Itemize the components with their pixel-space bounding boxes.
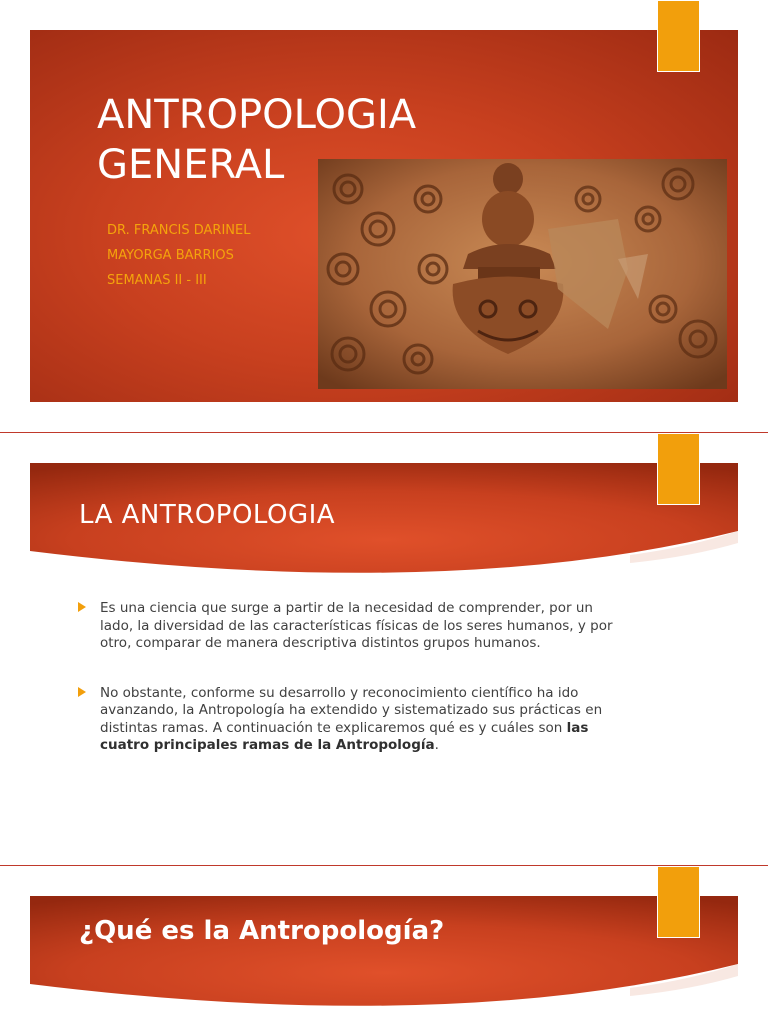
slide-divider (0, 865, 768, 866)
section-heading: LA ANTROPOLOGIA (79, 500, 336, 530)
orange-tab-decoration (657, 866, 700, 938)
temple-carving-photo (318, 159, 727, 389)
bullet-text-end: . (434, 737, 439, 753)
bullet-bold-text: las cuatro principales ramas de la Antropología (100, 719, 589, 753)
slide-subtitle (107, 218, 250, 293)
bullet-arrow-icon (78, 687, 86, 697)
bullet-text: Es una ciencia que surge a partir de la necesidad de comprender, por un lado, la diversidad de las características físicas de los seres humanos, y por otro, comparar de manera descriptiva distintos grupos humanos. (100, 600, 613, 651)
author-name-line: MAYORGA BARRIOS (107, 248, 234, 263)
author-name-line: DR. FRANCIS DARINEL (107, 223, 251, 238)
bullet-list (78, 600, 618, 787)
slide-divider (0, 432, 768, 433)
section-heading: ¿Qué es la Antropología? (79, 916, 445, 946)
slide-title-line: GENERAL (97, 142, 285, 188)
bullet-item (78, 685, 618, 755)
orange-tab-decoration (657, 433, 700, 505)
bullet-item (78, 600, 618, 653)
weeks-label: SEMANAS II - III (107, 273, 207, 288)
orange-tab-decoration (657, 0, 700, 72)
bullet-arrow-icon (78, 602, 86, 612)
bullet-text: No obstante, conforme su desarrollo y reconocimiento científico ha ido avanzando, la Antropología ha extendido y sistematizado sus prácticas en distintas ramas. A continuación te explicaremos qué es y cuáles son (100, 684, 603, 736)
slide-title-line: ANTROPOLOGIA (97, 92, 417, 138)
